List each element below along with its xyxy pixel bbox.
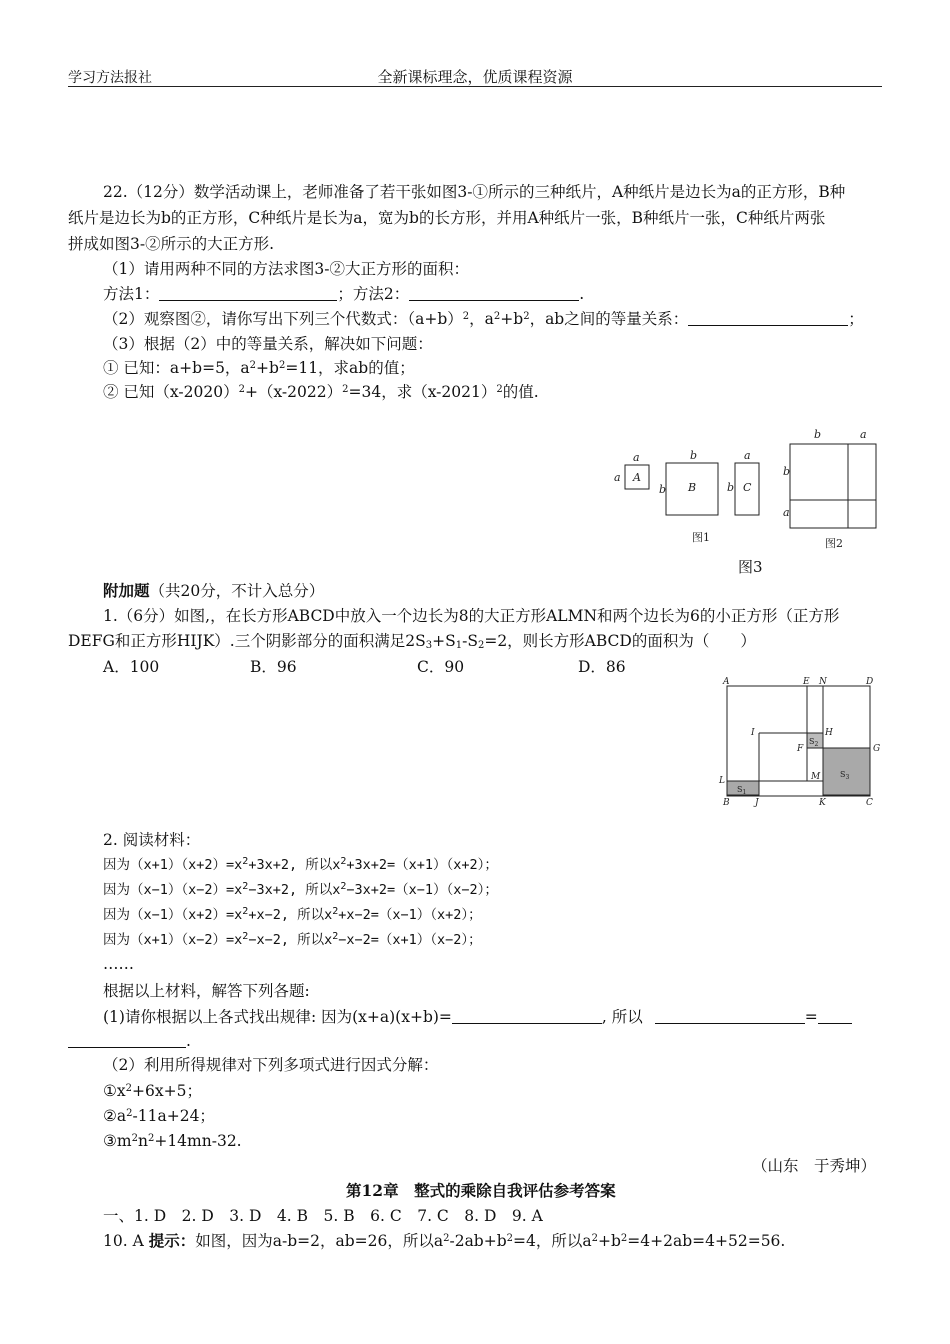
big-square	[790, 444, 876, 528]
sup: 2	[242, 856, 249, 867]
q22-sub1	[103, 357, 415, 379]
q1-text-d: -S	[462, 632, 478, 650]
extra-header	[103, 580, 324, 602]
s2-text-a: ② 已知（x-2020）	[103, 383, 239, 401]
label-D: D	[866, 677, 874, 687]
label-b: b	[659, 483, 667, 496]
r3b: +x−2, 所以x	[248, 907, 333, 923]
p2-text-d: ，ab之间的等量关系：	[529, 310, 689, 328]
q2-reading-row1	[103, 854, 498, 876]
l2g: =4+2ab=4+52=56.	[627, 1232, 786, 1250]
r1a: 因为（x+1）（x+2）=x	[103, 857, 243, 873]
method-end: .	[579, 285, 585, 303]
sup: 2	[332, 931, 339, 942]
sub: 1	[455, 640, 463, 651]
s1-text-a: ① 已知：a+b=5，a	[103, 359, 250, 377]
q2-part2: （2）利用所得规律对下列多项式进行因式分解：	[103, 1056, 439, 1074]
label-S1: $S_1$	[737, 785, 747, 796]
relation-blank[interactable]	[688, 310, 848, 326]
p2-text-c: +b	[500, 310, 524, 328]
method2-label: ；方法2：	[337, 285, 410, 303]
s2-text-b: +（x-2022）	[244, 383, 343, 401]
e1a: ①x	[103, 1082, 126, 1100]
r2c: −3x+2=（x−1）（x−2）；	[346, 882, 498, 898]
p2-text-a: （2）观察图②，请你写出下列三个代数式：（a+b）	[103, 310, 463, 328]
extra-note: （共20分，不计入总分）	[149, 582, 325, 600]
label-G: G	[873, 744, 881, 754]
r1b: +3x+2, 所以x	[248, 857, 341, 873]
sup: 2	[462, 311, 470, 322]
label-L: L	[719, 776, 725, 786]
extra-q1-line1: 1.（6分）如图,，在长方形ABCD中放入一个边长为8的大正方形ALMN和两个边长为6的小正方形（正方形	[103, 607, 840, 625]
r2a: 因为（x−1）（x−2）=x	[103, 882, 243, 898]
label-M: M	[811, 772, 821, 782]
option-D[interactable]: D．86	[578, 658, 626, 676]
sup: 2	[278, 360, 286, 371]
q1-text-b: DEFG和正方形HIJK）.三个阴影部分的面积满足2S	[68, 632, 426, 650]
e2b: -11a+24；	[132, 1107, 215, 1125]
sup: 2	[620, 1233, 628, 1244]
r4a: 因为（x+1）（x−2）=x	[103, 932, 243, 948]
option-B[interactable]: B．96	[250, 658, 297, 676]
s1-text-c: =11，求ab的值；	[285, 359, 415, 377]
e2a: ②a	[103, 1107, 127, 1125]
label-a: a	[614, 471, 621, 484]
l2e: =4，所以a	[513, 1232, 592, 1250]
label-S3: $S_3$	[840, 770, 850, 781]
r1c: +3x+2=（x+1）（x+2）；	[346, 857, 498, 873]
r3a: 因为（x−1）（x+2）=x	[103, 907, 243, 923]
caption-fig1: 图1	[692, 531, 710, 544]
label-B: B	[723, 798, 730, 808]
figure-3	[608, 425, 888, 580]
label-b: b	[783, 465, 791, 478]
l2a: 10. A	[103, 1232, 149, 1250]
l2b: 提示：	[148, 1231, 196, 1250]
caption-fig3: 图3	[738, 558, 763, 576]
q2-reading-row3	[103, 904, 482, 926]
label-C: C	[743, 481, 752, 494]
q22-line3: 拼成如图3-②所示的大正方形.	[68, 235, 275, 253]
sup: 2	[342, 384, 349, 395]
method1-label: 方法1：	[103, 285, 160, 303]
l2f: +b	[597, 1232, 621, 1250]
sup: 2	[242, 881, 249, 892]
sup: 2	[340, 856, 347, 867]
p2-text-e: ；	[848, 310, 864, 328]
label-I: I	[751, 728, 755, 738]
figure-rectangle-abcd	[715, 673, 890, 813]
s2-text-d: 的值.	[502, 383, 539, 401]
q2-expr2	[103, 1105, 215, 1127]
s2-text-c: =34，求（x-2021）	[348, 383, 497, 401]
q22-sub2	[103, 381, 539, 403]
label-J: J	[755, 798, 759, 808]
rule-blank-3[interactable]	[818, 1008, 852, 1024]
label-a: a	[783, 506, 790, 519]
q2-part1	[103, 1006, 852, 1028]
sub: 2	[477, 640, 485, 651]
sup: 2	[506, 1233, 514, 1244]
rule-blank-2[interactable]	[655, 1008, 805, 1024]
publisher-name: 学习方法报社	[68, 70, 152, 86]
label-b: b	[814, 428, 822, 441]
sup: 2	[332, 906, 339, 917]
l2d: -2ab+b	[449, 1232, 507, 1250]
label-A: A	[723, 677, 730, 687]
p1b: , 所以	[601, 1008, 643, 1026]
method1-blank[interactable]	[159, 285, 337, 301]
label-N: N	[819, 677, 827, 687]
page-header	[68, 64, 882, 87]
q22-line2: 纸片是边长为b的正方形，C种纸片是长为a，宽为b的长方形，并用A种纸片一张，B种纸片一张，C种纸片两张	[68, 209, 826, 227]
rule-blank-1[interactable]	[452, 1008, 602, 1024]
q2-expr1	[103, 1080, 202, 1102]
sup: 2	[126, 1108, 133, 1119]
author-credit: （山东 于秀坤）	[752, 1157, 877, 1175]
label-a: a	[633, 451, 640, 464]
label-C: C	[866, 798, 873, 808]
sup: 2	[496, 384, 503, 395]
extra-title: 附加题	[103, 581, 150, 600]
shaded-s3	[823, 748, 870, 795]
l2c: 如图，因为a-b=2，ab=26，所以a	[195, 1232, 444, 1250]
header-slogan: 全新课标理念，优质课程资源	[377, 68, 573, 86]
sup: 2	[591, 1233, 598, 1244]
label-b: b	[690, 449, 698, 462]
sup: 2	[340, 881, 347, 892]
label-K: K	[819, 798, 826, 808]
q1-text-c: +S	[432, 632, 456, 650]
answers-line2	[103, 1230, 785, 1252]
label-F: F	[797, 744, 804, 754]
q2-intro: 根据以上材料，解答下列各题:	[103, 982, 310, 1000]
q22-part2	[103, 308, 864, 330]
p1c: =	[804, 1008, 818, 1026]
q22-part3: （3）根据（2）中的等量关系，解决如下问题：	[103, 335, 433, 353]
e1b: +6x+5；	[132, 1082, 202, 1100]
label-A: A	[633, 471, 641, 484]
sup: 2	[443, 1233, 450, 1244]
rule-blank-4[interactable]	[68, 1032, 186, 1048]
label-b: b	[727, 481, 735, 494]
sup: 2	[493, 311, 501, 322]
sup: 2	[238, 384, 245, 395]
sup: 2	[242, 906, 249, 917]
sub: 3	[425, 640, 433, 651]
p1-end: .	[186, 1032, 191, 1050]
p2-text-b: ，a	[469, 310, 494, 328]
q22-methods	[103, 283, 584, 305]
e3c: +14mn-32.	[154, 1132, 242, 1150]
r3c: +x−2=（x−1）（x+2）；	[338, 907, 482, 923]
sup: 2	[147, 1133, 155, 1144]
p1a: (1)请你根据以上各式找出规律: 因为(x+a)(x+b)=	[103, 1008, 452, 1026]
method2-blank[interactable]	[409, 285, 579, 301]
q2-title: 2. 阅读材料：	[103, 831, 201, 849]
q22-part1: （1）请用两种不同的方法求图3-②大正方形的面积：	[103, 260, 469, 278]
q2-expr3	[103, 1130, 242, 1152]
sup: 2	[125, 1083, 133, 1094]
label-a: a	[744, 449, 751, 462]
q22-line1: 22.（12分）数学活动课上，老师准备了若干张如图3-①所示的三种纸片，A种纸片是边长为a的正方形，B种	[103, 183, 846, 201]
e3a: ③m	[103, 1132, 132, 1150]
q2-reading-row2	[103, 879, 498, 901]
r4c: −x−2=（x+1）（x−2）；	[338, 932, 482, 948]
sup: 2	[523, 311, 530, 322]
extra-q1-line2	[68, 630, 756, 652]
e3b: n	[137, 1132, 148, 1150]
q2-dots: ……	[103, 955, 134, 973]
answers-line1: 一、1. D 2. D 3. D 4. B 5. B 6. C 7. C 8. D 9. A	[103, 1207, 543, 1225]
label-H: H	[825, 728, 833, 738]
sup: 2	[131, 1133, 138, 1144]
r4b: −x−2, 所以x	[248, 932, 333, 948]
s1-text-b: +b	[256, 359, 279, 377]
label-E: E	[803, 677, 810, 687]
sup: 2	[242, 931, 249, 942]
caption-fig2: 图2	[825, 537, 843, 550]
sup: 2	[249, 360, 257, 371]
q2-part1-cont	[68, 1030, 191, 1052]
option-A[interactable]: A．100	[103, 658, 160, 676]
r2b: −3x+2, 所以x	[248, 882, 341, 898]
q2-reading-row4	[103, 929, 482, 951]
answers-title: 第12章 整式的乘除自我评估参考答案	[346, 1181, 616, 1200]
label-B: B	[688, 481, 697, 494]
q1-text-e: =2，则长方形ABCD的面积为（ ）	[484, 632, 756, 650]
label-S2: $S_2$	[809, 737, 819, 748]
label-a: a	[860, 428, 867, 441]
option-C[interactable]: C．90	[417, 658, 465, 676]
